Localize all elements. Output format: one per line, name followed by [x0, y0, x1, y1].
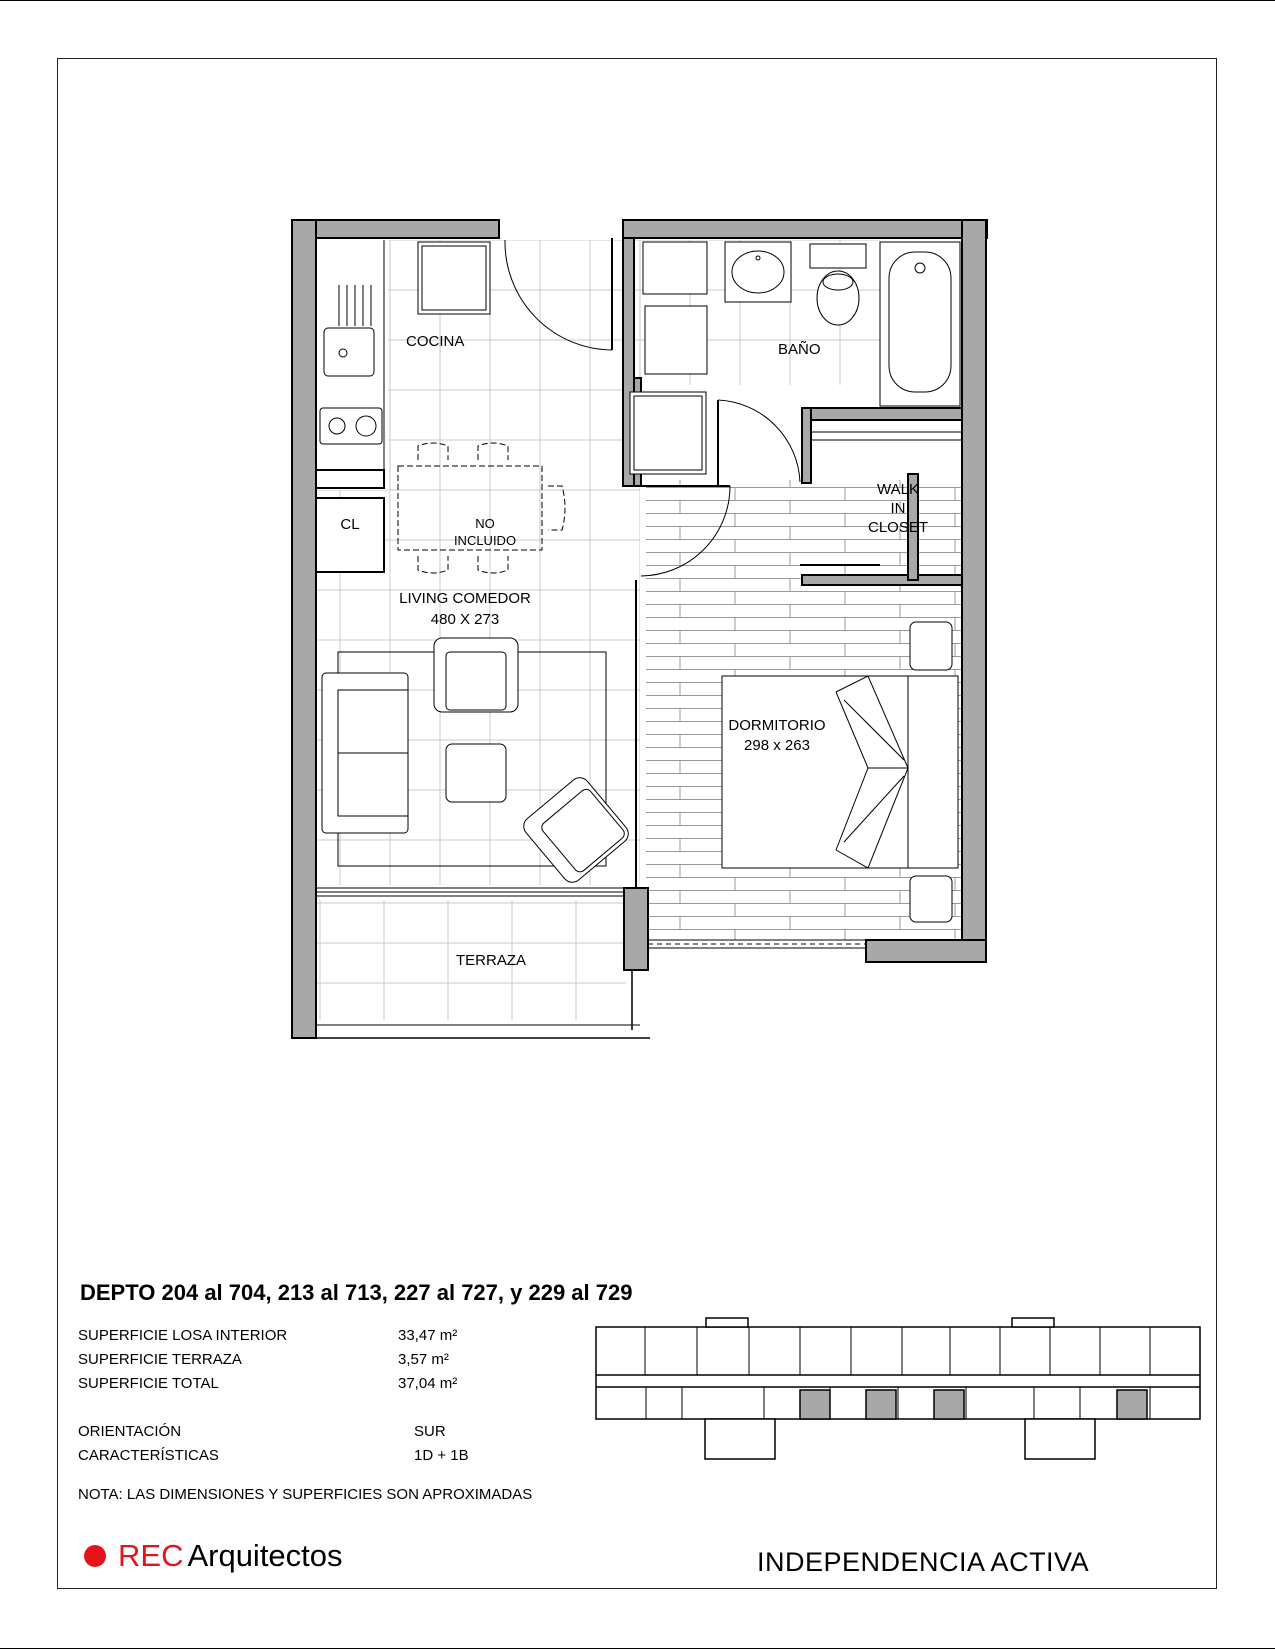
label-walk: WALK — [877, 481, 919, 498]
label-cocina: COCINA — [406, 333, 465, 350]
logo-arquitectos: Arquitectos — [187, 1538, 343, 1573]
spec-value-terraza: 3,57 m² — [398, 1351, 449, 1368]
key-plan — [596, 1318, 1200, 1459]
spec-label-terraza: SUPERFICIE TERRAZA — [78, 1351, 242, 1368]
spec-label-caracteristicas: CARACTERÍSTICAS — [78, 1447, 219, 1464]
label-bano: BAÑO — [778, 341, 821, 358]
label-incluido: INCLUIDO — [453, 533, 517, 548]
label-closet: CLOSET — [867, 519, 929, 536]
spec-value-total: 37,04 m² — [398, 1375, 458, 1392]
spec-label-orientacion: ORIENTACIÓN — [78, 1423, 182, 1440]
label-living-dim: 480 X 273 — [430, 611, 500, 628]
label-terraza: TERRAZA — [455, 952, 527, 969]
label-dormitorio: DORMITORIO — [728, 717, 826, 734]
label-cl: CL — [340, 516, 360, 533]
spec-value-orientacion: SUR — [414, 1423, 446, 1440]
logo-rec: REC — [118, 1538, 184, 1573]
project-name: INDEPENDENCIA ACTIVA — [757, 1547, 1090, 1577]
spec-label-total: SUPERFICIE TOTAL — [78, 1375, 219, 1392]
logo-dot-icon — [84, 1545, 106, 1567]
label-living: LIVING COMEDOR — [399, 590, 531, 607]
brand-logo — [84, 1538, 343, 1574]
spec-value-caracteristicas: 1D + 1B — [414, 1447, 469, 1464]
label-dormitorio-dim: 298 x 263 — [744, 737, 810, 754]
label-in: IN — [890, 500, 906, 517]
spec-value-losa: 33,47 m² — [398, 1327, 458, 1344]
spec-label-losa: SUPERFICIE LOSA INTERIOR — [78, 1327, 288, 1344]
dimension-note: NOTA: LAS DIMENSIONES Y SUPERFICIES SON APROXIMADAS — [78, 1486, 533, 1503]
label-no: NO — [475, 516, 495, 531]
unit-title: DEPTO 204 al 704, 213 al 713, 227 al 727, y 229 al 729 — [80, 1280, 633, 1305]
